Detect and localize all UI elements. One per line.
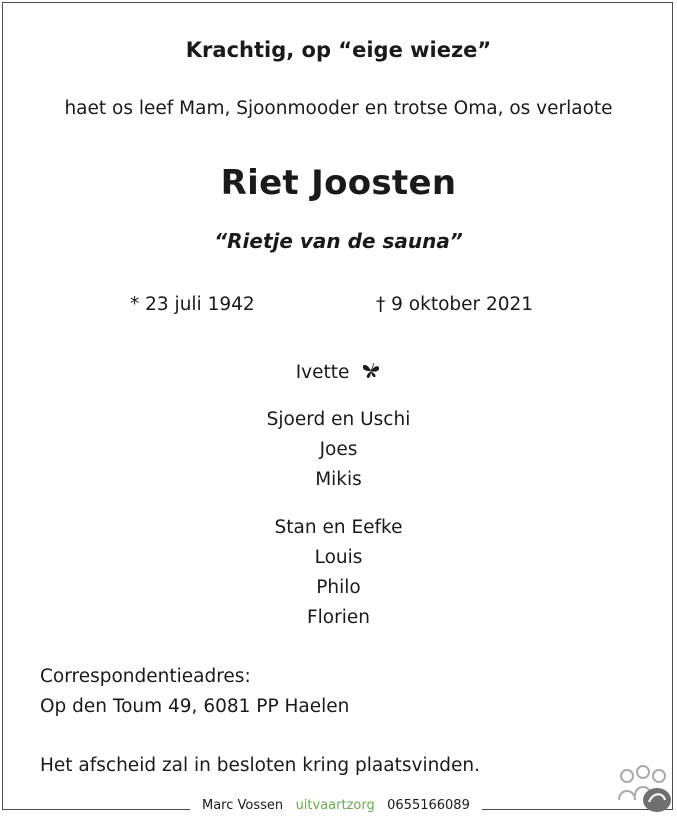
family-member: Stan en Eefke [274, 517, 403, 538]
publisher-logo-icon [613, 762, 675, 814]
death-date: † 9 oktober 2021 [376, 294, 534, 315]
deceased-child-row [0, 362, 677, 385]
family-member: Louis [314, 547, 363, 568]
family-group-2 [0, 513, 677, 633]
farewell-text: Het afscheid zal in besloten kring plaatsvinden. [40, 755, 481, 776]
deceased-nickname: “Rietje van de sauna” [214, 229, 463, 253]
undertaker-footer [190, 798, 482, 818]
undertaker-phone: 0655166089 [387, 798, 470, 813]
deceased-name: Riet Joosten [220, 163, 457, 203]
correspondence-block [40, 662, 349, 722]
correspondence-label: Correspondentieadres: [40, 666, 251, 687]
family-member: Mikis [315, 469, 362, 490]
family-member: Joes [319, 439, 358, 460]
family-group-1 [0, 405, 677, 495]
undertaker-name: Marc Vossen [202, 798, 284, 813]
notice-heading: Krachtig, op “eige wieze” [185, 38, 492, 62]
deceased-child-name: Ivette [295, 362, 350, 383]
family-member: Florien [307, 607, 370, 628]
notice-intro: haet os leef Mam, Sjoonmooder en trotse Oma, os verlaote [64, 98, 613, 119]
family-member: Philo [316, 577, 361, 598]
butterfly-icon [361, 362, 381, 385]
family-member: Sjoerd en Uschi [266, 409, 411, 430]
correspondence-address: Op den Toum 49, 6081 PP Haelen [40, 696, 350, 717]
birth-date: * 23 juli 1942 [130, 294, 255, 315]
undertaker-brand: uitvaartzorg [295, 798, 375, 813]
